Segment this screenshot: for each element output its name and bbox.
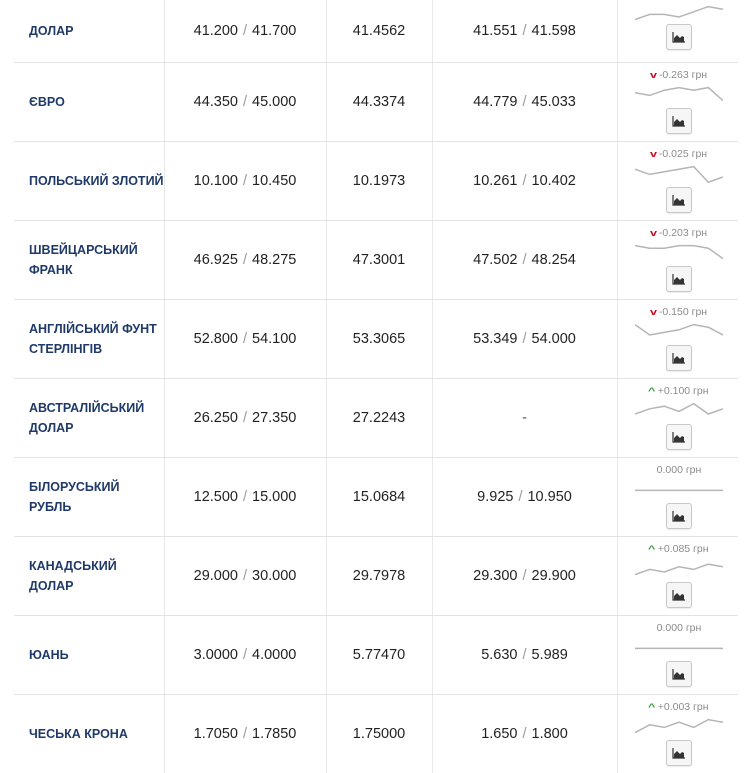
market-buy-value: 10.261 — [473, 173, 518, 189]
trend-cell — [617, 379, 738, 457]
chart-button[interactable] — [666, 266, 692, 292]
nbu-rate — [326, 221, 432, 299]
slash-separator: / — [522, 252, 527, 268]
area-chart-icon — [672, 273, 686, 285]
slash-separator: / — [518, 489, 523, 505]
market-buy-value: 5.630 — [481, 647, 518, 663]
market-buy-value: 41.551 — [473, 23, 518, 39]
slash-separator: / — [242, 489, 248, 505]
bank-buy-value: 46.925 — [193, 252, 238, 268]
market-buy-value: 44.779 — [473, 94, 518, 110]
nbu-rate — [326, 142, 432, 220]
nbu-rate — [326, 458, 432, 536]
currency-rates-table — [14, 0, 738, 773]
market-sell-value: 29.900 — [531, 568, 576, 584]
chevron-up-icon: ^ — [648, 386, 656, 396]
chart-button[interactable] — [666, 740, 692, 766]
bank-buy-value: 41.200 — [193, 23, 238, 39]
bank-rate — [164, 537, 326, 615]
rate-change — [623, 227, 735, 239]
slash-separator: / — [522, 173, 527, 189]
nbu-rate — [326, 616, 432, 694]
rate-change-value: 0.000 грн — [656, 464, 702, 476]
nbu-value: 29.7978 — [352, 568, 406, 584]
chevron-down-icon: v — [649, 149, 657, 159]
rate-change-value: -0.025 грн — [658, 148, 708, 160]
sparkline — [635, 478, 723, 500]
slash-separator: / — [242, 726, 248, 742]
nbu-rate — [326, 63, 432, 141]
area-chart-icon — [672, 510, 686, 522]
bank-buy-value: 1.7050 — [193, 726, 238, 742]
market-rate — [432, 0, 617, 62]
bank-rate — [164, 63, 326, 141]
market-rate — [432, 458, 617, 536]
chart-button[interactable] — [666, 661, 692, 687]
bank-rate — [164, 0, 326, 62]
table-row — [14, 616, 738, 695]
bank-sell-value: 30.000 — [252, 568, 297, 584]
nbu-value: 27.2243 — [352, 410, 406, 426]
market-sell-value: 45.033 — [531, 94, 576, 110]
market-buy-value: 9.925 — [477, 489, 514, 505]
market-rate — [432, 300, 617, 378]
currency-name[interactable]: КАНАДСЬКИЙ ДОЛАР — [29, 559, 117, 593]
market-rate-missing: - — [522, 410, 527, 426]
trend-cell — [617, 616, 738, 694]
trend-cell — [617, 63, 738, 141]
trend-cell — [617, 0, 738, 62]
slash-separator: / — [242, 568, 248, 584]
bank-rate — [164, 300, 326, 378]
market-buy-value: 47.502 — [473, 252, 518, 268]
bank-sell-value: 41.700 — [252, 23, 297, 39]
chevron-up-icon: ^ — [648, 702, 656, 712]
slash-separator: / — [522, 331, 527, 347]
nbu-rate — [326, 379, 432, 457]
bank-sell-value: 15.000 — [252, 489, 297, 505]
bank-buy-value: 26.250 — [193, 410, 238, 426]
currency-name[interactable]: АНГЛІЙСЬКИЙ ФУНТ СТЕРЛІНГІВ — [29, 322, 157, 356]
bank-sell-value: 10.450 — [252, 173, 297, 189]
rate-change — [623, 385, 735, 397]
currency-name[interactable]: БІЛОРУСЬКИЙ РУБЛЬ — [29, 480, 120, 514]
bank-sell-value: 4.0000 — [252, 647, 297, 663]
chart-button[interactable] — [666, 424, 692, 450]
sparkline — [635, 715, 723, 737]
nbu-value: 5.77470 — [352, 647, 406, 663]
bank-rate — [164, 695, 326, 773]
bank-rate — [164, 458, 326, 536]
slash-separator: / — [522, 94, 527, 110]
sparkline — [635, 399, 723, 421]
sparkline — [635, 241, 723, 263]
area-chart-icon — [672, 589, 686, 601]
table-row — [14, 537, 738, 616]
nbu-value: 47.3001 — [352, 252, 406, 268]
market-sell-value: 48.254 — [531, 252, 576, 268]
market-rate — [432, 63, 617, 141]
chart-button[interactable] — [666, 24, 692, 50]
chart-button[interactable] — [666, 108, 692, 134]
table-row — [14, 0, 738, 63]
slash-separator: / — [522, 726, 527, 742]
slash-separator: / — [522, 23, 527, 39]
rate-change-value: -0.203 грн — [658, 227, 708, 239]
area-chart-icon — [672, 194, 686, 206]
market-sell-value: 10.402 — [531, 173, 576, 189]
area-chart-icon — [672, 31, 686, 43]
table-row — [14, 300, 738, 379]
currency-name[interactable]: АВСТРАЛІЙСЬКИЙ ДОЛАР — [29, 401, 145, 435]
market-sell-value: 10.950 — [527, 489, 572, 505]
slash-separator: / — [242, 173, 248, 189]
rate-change — [623, 701, 735, 713]
rate-change-value: -0.150 грн — [658, 306, 708, 318]
trend-cell — [617, 695, 738, 773]
nbu-value: 53.3065 — [352, 331, 406, 347]
sparkline — [635, 557, 723, 579]
sparkline — [635, 320, 723, 342]
currency-name[interactable]: ЄВРО — [29, 95, 65, 109]
market-rate — [432, 379, 617, 457]
bank-sell-value: 27.350 — [252, 410, 297, 426]
market-sell-value: 5.989 — [531, 647, 568, 663]
trend-cell — [617, 458, 738, 536]
bank-rate — [164, 221, 326, 299]
market-rate — [432, 695, 617, 773]
bank-rate — [164, 142, 326, 220]
slash-separator: / — [242, 252, 248, 268]
nbu-rate — [326, 300, 432, 378]
market-rate — [432, 537, 617, 615]
trend-cell — [617, 221, 738, 299]
chart-button[interactable] — [666, 187, 692, 213]
rate-change-value: +0.085 грн — [657, 543, 709, 555]
trend-cell — [617, 300, 738, 378]
currency-name[interactable]: ДОЛАР — [29, 24, 74, 38]
rate-change-value: +0.100 грн — [657, 385, 709, 397]
nbu-rate — [326, 0, 432, 62]
rate-change — [623, 622, 735, 634]
currency-name[interactable]: ЮАНЬ — [29, 648, 69, 662]
slash-separator: / — [242, 410, 248, 426]
rate-change-value: +0.003 грн — [657, 701, 709, 713]
market-sell-value: 1.800 — [531, 726, 568, 742]
nbu-rate — [326, 695, 432, 773]
slash-separator: / — [242, 23, 248, 39]
nbu-value: 10.1973 — [352, 173, 406, 189]
chart-button[interactable] — [666, 345, 692, 371]
sparkline — [635, 83, 723, 105]
table-row — [14, 379, 738, 458]
market-buy-value: 53.349 — [473, 331, 518, 347]
rate-change — [623, 69, 735, 81]
bank-buy-value: 29.000 — [193, 568, 238, 584]
bank-buy-value: 10.100 — [193, 173, 238, 189]
bank-buy-value: 12.500 — [193, 489, 238, 505]
rate-change-value: -0.263 грн — [658, 69, 708, 81]
sparkline — [635, 162, 723, 184]
market-rate — [432, 616, 617, 694]
area-chart-icon — [672, 115, 686, 127]
bank-rate — [164, 616, 326, 694]
sparkline — [635, 2, 723, 24]
bank-sell-value: 1.7850 — [252, 726, 297, 742]
slash-separator: / — [242, 647, 248, 663]
bank-buy-value: 52.800 — [193, 331, 238, 347]
area-chart-icon — [672, 668, 686, 680]
slash-separator: / — [242, 94, 248, 110]
chevron-down-icon: v — [649, 307, 657, 317]
area-chart-icon — [672, 352, 686, 364]
table-row — [14, 63, 738, 142]
nbu-value: 15.0684 — [352, 489, 406, 505]
market-sell-value: 41.598 — [531, 23, 576, 39]
market-sell-value: 54.000 — [531, 331, 576, 347]
table-row — [14, 142, 738, 221]
chevron-down-icon: v — [649, 228, 657, 238]
bank-sell-value: 54.100 — [252, 331, 297, 347]
nbu-value: 1.75000 — [352, 726, 406, 742]
trend-cell — [617, 142, 738, 220]
rate-change — [623, 148, 735, 160]
table-row — [14, 458, 738, 537]
rate-change — [623, 464, 735, 476]
nbu-rate — [326, 537, 432, 615]
market-rate — [432, 221, 617, 299]
rate-change-value: 0.000 грн — [656, 622, 702, 634]
rate-change — [623, 543, 735, 555]
nbu-value: 41.4562 — [352, 23, 406, 39]
chart-button[interactable] — [666, 503, 692, 529]
currency-name[interactable]: ШВЕЙЦАРСЬКИЙ ФРАНК — [29, 243, 138, 277]
chart-button[interactable] — [666, 582, 692, 608]
sparkline — [635, 636, 723, 658]
bank-buy-value: 44.350 — [193, 94, 238, 110]
currency-name[interactable]: ПОЛЬСЬКИЙ ЗЛОТИЙ — [29, 174, 164, 188]
slash-separator: / — [522, 568, 527, 584]
bank-buy-value: 3.0000 — [193, 647, 238, 663]
bank-rate — [164, 379, 326, 457]
currency-name[interactable]: ЧЕСЬКА КРОНА — [29, 727, 128, 741]
area-chart-icon — [672, 747, 686, 759]
market-rate — [432, 142, 617, 220]
chevron-down-icon: v — [649, 70, 657, 80]
table-row — [14, 221, 738, 300]
slash-separator: / — [242, 331, 248, 347]
market-buy-value: 29.300 — [473, 568, 518, 584]
bank-sell-value: 45.000 — [252, 94, 297, 110]
nbu-value: 44.3374 — [352, 94, 406, 110]
market-buy-value: 1.650 — [481, 726, 518, 742]
slash-separator: / — [522, 647, 527, 663]
rate-change — [623, 306, 735, 318]
trend-cell — [617, 537, 738, 615]
area-chart-icon — [672, 431, 686, 443]
bank-sell-value: 48.275 — [252, 252, 297, 268]
table-row — [14, 695, 738, 773]
chevron-up-icon: ^ — [648, 544, 656, 554]
